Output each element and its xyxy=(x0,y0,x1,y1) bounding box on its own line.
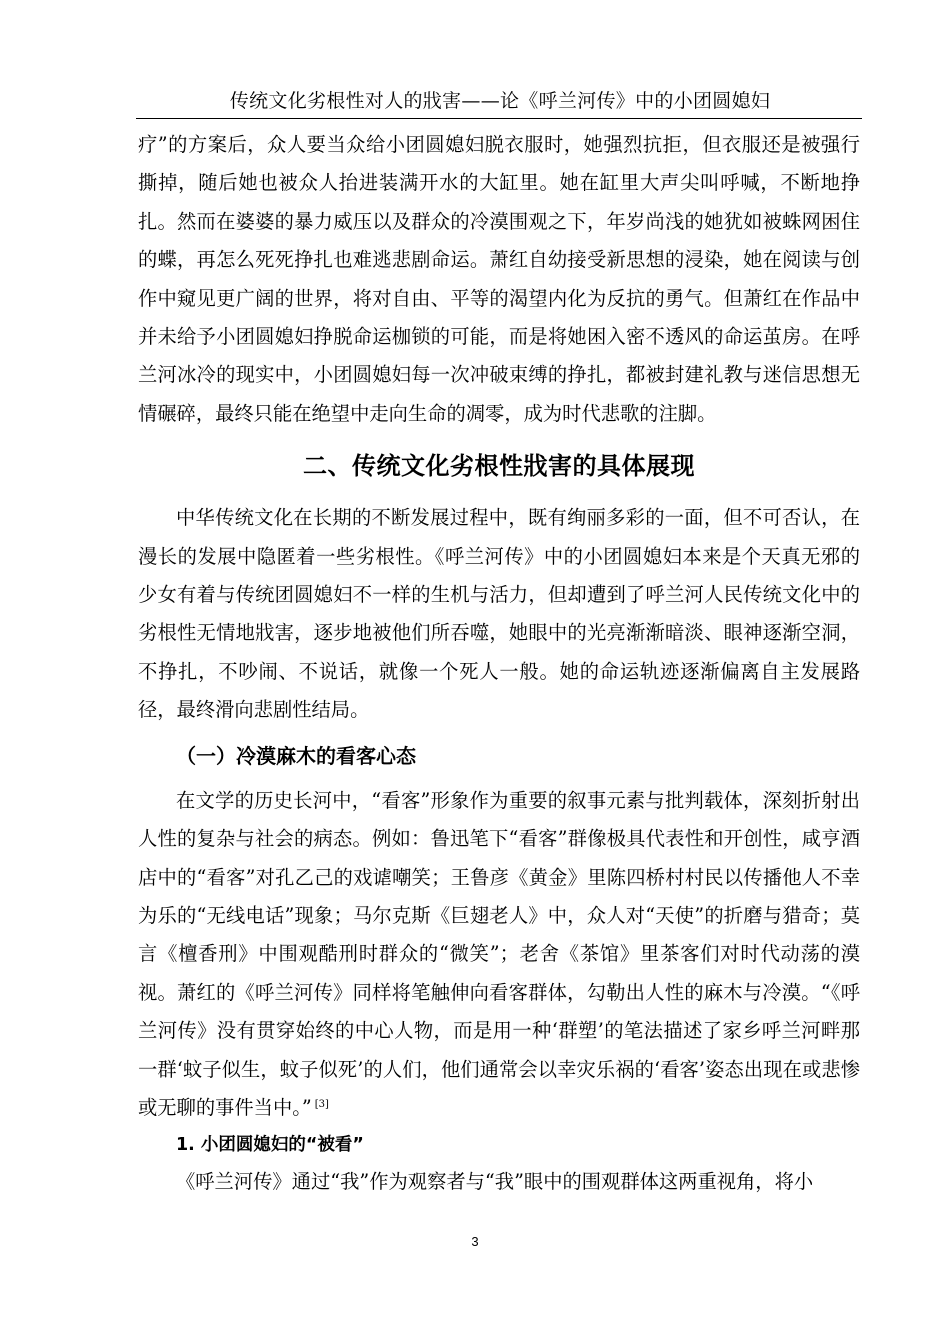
paragraph-text: 在文学的历史长河中，“看客”形象作为重要的叙事元素与批判载体，深刻折射出人性的复杂与社会的病态。例如：鲁迅笔下“看客”群像极具代表性和开创性，咸亨酒店中的“看客”对孔乙己的戏谑嘲笑；王鲁彦《黄金》里陈四桥村村民以传播他人不幸为乐的“无线电话”现象；马尔克斯《巨翅老人》中，众人对“天使”的折磨与猎奇；莫言《檀香刑》中围观酷刑时群众的“微笑”；老舍《茶馆》里茶客们对时代动荡的漠视。萧红的《呼兰河传》同样将笔触伸向看客群体，勾勒出人性的麻木与冷漠。“《呼兰河传》没有贯穿始终的中心人物，而是用一种‘群塑’的笔法描述了家乡呼兰河畔那一群‘蚊子似生，蚊子似死’的人们，他们通常会以幸灾乐祸的‘看客’姿态出现在或悲惨或无聊的事件当中。” xyxy=(138,788,860,1119)
page-content xyxy=(138,126,860,1202)
header-rule xyxy=(136,118,862,119)
item-heading: 1. 小团圆媳妇的“被看” xyxy=(176,1135,364,1156)
body-paragraph: 《呼兰河传》通过“我”作为观察者与“我”眼中的围观群体这两重视角，将小 xyxy=(176,1170,814,1194)
section-heading: 二、传统文化劣根性戕害的具体展现 xyxy=(303,452,695,481)
citation-marker[interactable]: [3] xyxy=(314,1098,329,1110)
page-number: 3 xyxy=(471,1234,479,1249)
body-paragraph: 中华传统文化在长期的不断发展过程中，既有绚丽多彩的一面，但不可否认，在漫长的发展中隐匿着一些劣根性。《呼兰河传》中的小团圆媳妇本来是个天真无邪的少女有着与传统团圆媳妇不一样的生机与活力，但却遭到了呼兰河人民传统文化中的劣根性无情地戕害，逐步地被他们所吞噬，她眼中的光亮渐渐暗淡、眼神逐渐空洞，不挣扎，不吵闹、不说话，就像一个死人一般。她的命运轨迹逐渐偏离自主发展路径，最终滑向悲剧性结局。 xyxy=(138,506,860,722)
body-paragraph: 疗”的方案后，众人要当众给小团圆媳妇脱衣服时，她强烈抗拒，但衣服还是被强行撕掉，随后她也被众人抬进装满开水的大缸里。她在缸里大声尖叫呼喊，不断地挣扎。然而在婆婆的暴力威压以及群众的冷漠围观之下，年岁尚浅的她犹如被蛛网困住的蝶，再怎么死死挣扎也难逃悲剧命运。萧红自幼接受新思想的浸染，她在阅读与创作中窥见更广阔的世界，将对自由、平等的渴望内化为反抗的勇气。但萧红在作品中并未给予小团圆媳妇挣脱命运枷锁的可能，而是将她困入密不透风的命运茧房。在呼兰河冰冷的现实中，小团圆媳妇每一次冲破束缚的挣扎，都被封建礼教与迷信思想无情碾碎，最终只能在绝望中走向生命的凋零，成为时代悲歌的注脚。 xyxy=(138,133,860,425)
subsection-heading: （一）冷漠麻木的看客心态 xyxy=(176,743,416,768)
body-paragraph xyxy=(138,782,860,1128)
running-header: 传统文化劣根性对人的戕害——论《呼兰河传》中的小团圆媳妇 xyxy=(229,90,771,112)
